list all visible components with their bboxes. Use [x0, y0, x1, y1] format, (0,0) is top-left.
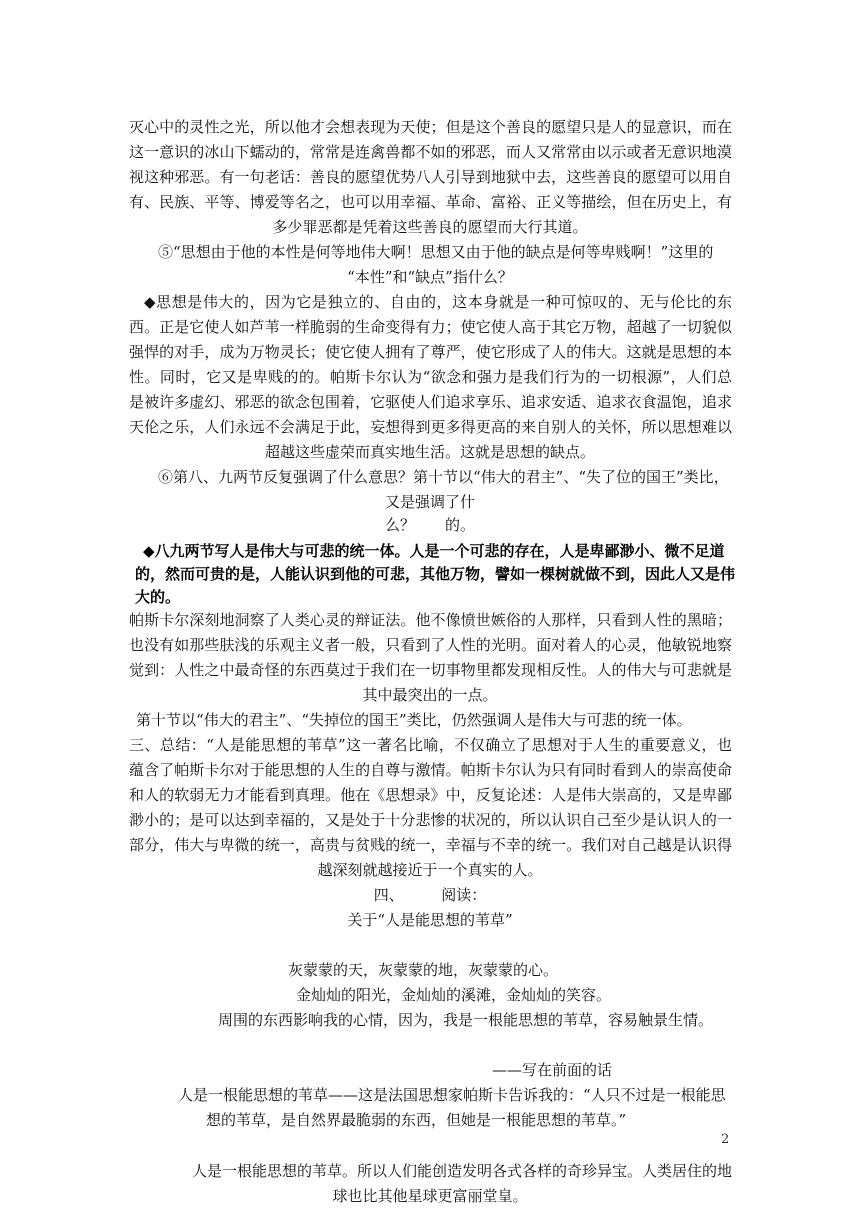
text-line: 西。正是它使人如芦苇一样脆弱的生命变得有力；使它使人高于其它万物，超越了一切貌似 — [129, 318, 732, 336]
poem-line: 金灿灿的阳光，金灿灿的溪滩，金灿灿的笑容。 — [296, 986, 612, 1004]
text-line: 和人的软弱无力才能看到真理。他在《思想录》中，反复论述：人是伟大崇高的，又是卑鄙 — [129, 786, 732, 804]
question-5: ⑤“思想由于他的本性是何等地伟大啊！思想又由于他的缺点是何等卑贱啊！”这里的 — [158, 243, 714, 261]
text-line: 想的苇草，是自然界最脆弱的东西，但她是一根能思想的苇草。” — [206, 1111, 627, 1129]
answer-6-bold: ◆八九两节写人是伟大与可悲的统一体。人是一个可悲的存在，人是卑鄙渺小、微不足道 — [143, 542, 725, 560]
text-line: 多少罪恶都是凭着这些善良的愿望而大行其道。 — [272, 218, 588, 236]
text-line: 越深刻就越接近于一个真实的人。 — [317, 861, 543, 879]
poem-line: 周围的东西影响我的心情，因为，我是一根能思想的苇草，容易触景生情。 — [218, 1011, 714, 1029]
text-line: 性。同时，它又是卑贱的的。帕斯卡尔认为“欲念和强力是我们行为的一切根源”，人们总 — [129, 368, 732, 386]
text-line: 视这种邪恶。有一句老话：善良的愿望优势八人引导到地狱中去，这些善良的愿望可以用自 — [129, 168, 732, 186]
text-line: 灭心中的灵性之光，所以他才会想表现为天使；但是这个善良的愿望只是人的显意识，而在 — [129, 118, 732, 136]
summary-heading: 三、总结：“人是能思想的苇草”这一著名比喻，不仅确立了思想对于人生的重要意义，也 — [129, 736, 732, 754]
text-line: 是被许多虚幻、邪恶的欲念包围着，它驱使人们追求享乐、追求安适、追求衣食温饱，追求 — [129, 393, 732, 411]
text-line: 有、民族、平等、博爱等名之，也可以用幸福、革命、富裕、正义等描绘，但在历史上，有 — [129, 193, 732, 211]
text-line: 强悍的对手，成为万物灵长；使它使人拥有了尊严，使它形成了人的伟大。这就是思想的本 — [129, 343, 732, 361]
text-line: 天伦之乐，人们永远不会满足于此，妄想得到更多得更高的来自别人的关怀，所以思想难以 — [129, 418, 732, 436]
text-line: 球也比其他星球更富丽堂皇。 — [332, 1187, 528, 1205]
answer-6-bold: 大的。 — [135, 588, 181, 606]
text-line: 觉到：人性之中最奇怪的东西莫过于我们在一切事物里都发现相反性。人的伟大与可悲就是 — [129, 661, 732, 679]
text-line: 么？ 的。 — [384, 516, 475, 534]
reading-title: 关于“人是能思想的苇草” — [347, 911, 513, 929]
question-6: ⑥第八、九两节反复强调了什么意思？第十节以“伟大的君主”、“失了位的国王”类比， — [158, 468, 729, 486]
text-line: 人是一根能思想的苇草——这是法国思想家帕斯卡告诉我的：“人只不过是一根能思 — [178, 1086, 726, 1104]
text-line: 其中最突出的一点。 — [362, 686, 498, 704]
text-line: 也没有如那些肤浅的乐观主义者一般，只看到了人性的光明。面对着人的心灵，他敏锐地察 — [129, 636, 732, 654]
answer-5: ◆思想是伟大的，因为它是独立的、自由的，这本身就是一种可惊叹的、无与伦比的东 — [144, 293, 732, 311]
answer-6-bold: 的，然而可贵的是，人能认识到他的可悲，其他万物，譬如一棵树就做不到，因此人又是伟 — [135, 565, 736, 583]
text-line: 部分，伟大与卑微的统一，高贵与贫贱的统一，幸福与不幸的统一。我们对自己越是认识得 — [129, 836, 732, 854]
text-line: “本性”和“缺点”指什么？ — [347, 268, 513, 286]
text-line: 帕斯卡尔深刻地洞察了人类心灵的辩证法。他不像愤世嫉俗的人那样，只看到人性的黑暗； — [129, 611, 732, 629]
text-line: 渺小的；是可以达到幸福的，又是处于十分悲惨的状况的，所以认识自己至少是认识人的一 — [129, 811, 732, 829]
text-line: 这一意识的冰山下蠕动的，常常是连禽兽都不如的邪恶，而人又常常由以示或者无意识地漠 — [129, 143, 732, 161]
preface-attribution: ——写在前面的话 — [492, 1061, 613, 1079]
text-line: 又是强调了什 — [384, 493, 475, 511]
text-line: 超越这些虚荣而真实地生活。这就是思想的缺点。 — [264, 443, 595, 461]
text-line: 人是一根能思想的苇草。所以人们能创造发明各式各样的奇珍异宝。人类居住的地 — [192, 1162, 733, 1180]
section-four-heading: 四、 阅读： — [373, 886, 487, 904]
text-line: 第十节以“伟大的君主”、“失掉位的国王”类比，仍然强调人是伟大与可悲的统一体。 — [136, 711, 692, 729]
text-line: 蕴含了帕斯卡尔对于能思想的人生的自尊与激情。帕斯卡尔认为只有同时看到人的崇高使命 — [129, 761, 732, 779]
page-number: 2 — [721, 1132, 730, 1147]
poem-line: 灰蒙蒙的天，灰蒙蒙的地，灰蒙蒙的心。 — [288, 961, 559, 979]
